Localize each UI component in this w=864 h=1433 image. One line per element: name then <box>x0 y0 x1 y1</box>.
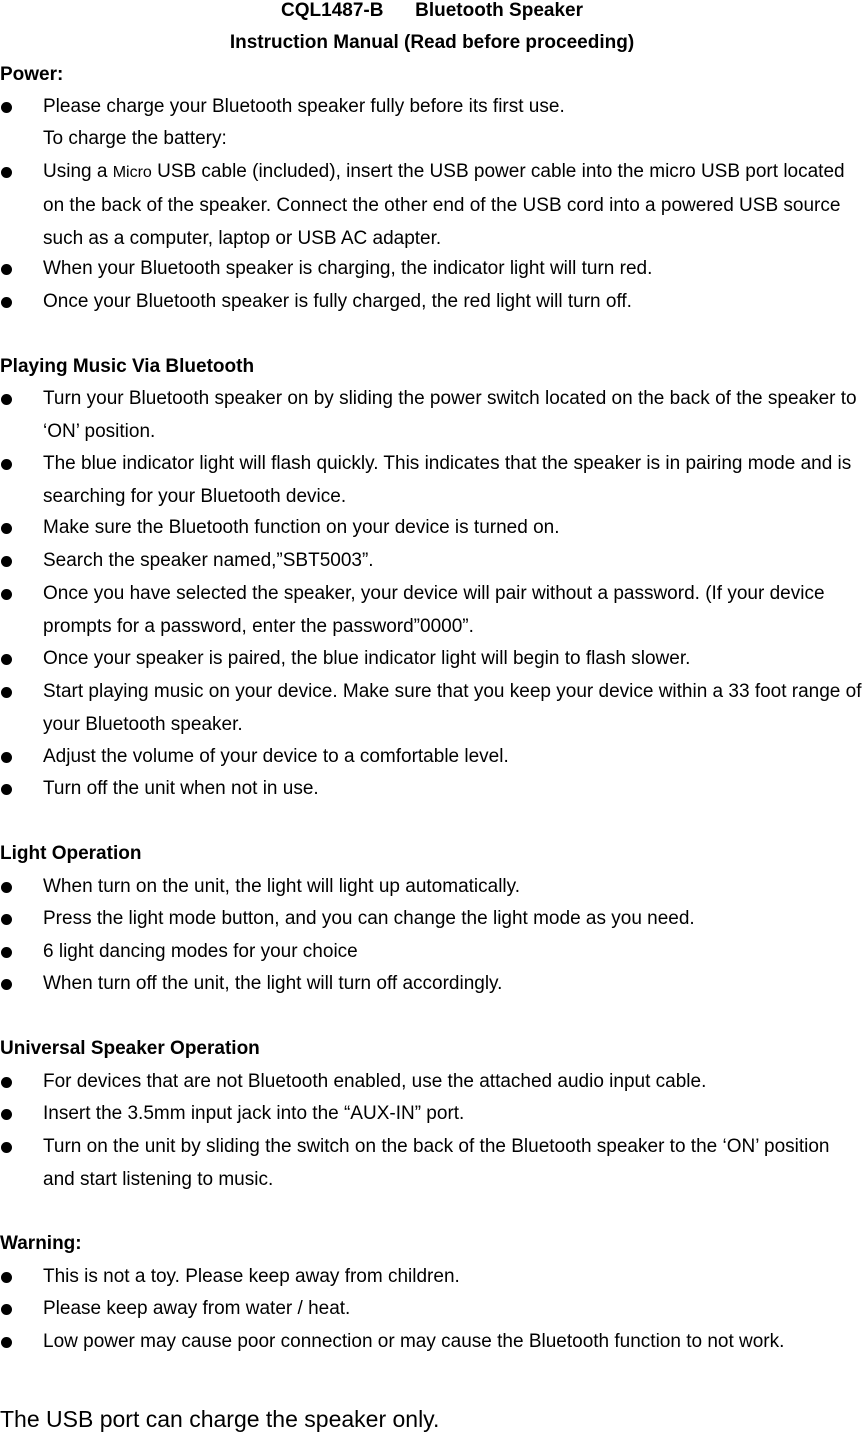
bullet-icon <box>1 914 12 925</box>
bullet-icon <box>1 556 12 567</box>
bullet-icon <box>1 264 12 275</box>
bullet-icon <box>1 523 12 534</box>
bullet-icon <box>1 1337 12 1348</box>
bullet-icon <box>1 167 12 178</box>
bullet-icon <box>1 1077 12 1088</box>
bullet-icon <box>1 1142 12 1153</box>
charge-subline: To charge the battery: <box>43 128 227 149</box>
list-item-text: The blue indicator light will flash quickly. This indicates that the speaker is in pairing mode and is searching for your Bluetooth device. <box>43 453 852 507</box>
list-item-text: Turn off the unit when not in use. <box>43 778 319 799</box>
document-title: CQL1487-B Bluetooth Speaker <box>281 0 583 21</box>
list-item-text: This is not a toy. Please keep away from children. <box>43 1266 460 1287</box>
bullet-icon <box>1 1272 12 1283</box>
bullet-icon <box>1 589 12 600</box>
bullet-icon <box>1 687 12 698</box>
bullet-icon <box>1 459 12 470</box>
list-item-text: When your Bluetooth speaker is charging, the indicator light will turn red. <box>43 258 653 279</box>
document-subtitle: Instruction Manual (Read before proceeding) <box>229 32 635 53</box>
list-item-text: Start playing music on your device. Make sure that you keep your device within a 33 foot range of your Bluetooth speaker. <box>43 681 862 735</box>
light-heading: Light Operation <box>0 843 142 864</box>
list-item-text: Once your Bluetooth speaker is fully charged, the red light will turn off. <box>43 291 632 312</box>
bullet-icon <box>1 1109 12 1120</box>
bullet-icon <box>1 752 12 763</box>
list-item-text: Once you have selected the speaker, your device will pair without a password. (If your device prompts for a password, enter the password”0000”. <box>43 583 825 637</box>
bullet-icon <box>1 947 12 958</box>
list-item-text: Please charge your Bluetooth speaker fully before its first use. <box>43 96 565 117</box>
bullet-icon <box>1 1304 12 1315</box>
list-item-text: Press the light mode button, and you can change the light mode as you need. <box>43 908 695 929</box>
list-item-text: Insert the 3.5mm input jack into the “AUX-IN” port. <box>43 1103 465 1124</box>
bullet-icon <box>1 654 12 665</box>
bullet-icon <box>1 882 12 893</box>
bullet-icon <box>1 784 12 795</box>
list-item-text: 6 light dancing modes for your choice <box>43 941 358 962</box>
list-item-text: Turn on the unit by sliding the switch on the back of the Bluetooth speaker to the ‘ON’ position and start listening to music. <box>43 1136 830 1190</box>
list-item-text: Low power may cause poor connection or may cause the Bluetooth function to not work. <box>43 1331 785 1352</box>
list-item-text: Make sure the Bluetooth function on your device is turned on. <box>43 517 560 538</box>
usb-note: The USB port can charge the speaker only. <box>0 1406 440 1432</box>
bullet-icon <box>1 979 12 990</box>
list-item-text: Once your speaker is paired, the blue indicator light will begin to flash slower. <box>43 648 691 669</box>
list-item-text: Search the speaker named,”SBT5003”. <box>43 550 374 571</box>
warning-heading: Warning: <box>0 1233 82 1254</box>
list-item-text: When turn off the unit, the light will turn off accordingly. <box>43 973 503 994</box>
micro-label: Micro <box>112 164 152 181</box>
bluetooth-heading: Playing Music Via Bluetooth <box>0 356 255 377</box>
bullet-icon <box>1 102 12 113</box>
list-item-text: Using a Micro USB cable (included), insert the USB power cable into the micro USB port located on the back of the speaker. Connect the other end of the USB cord into a powered USB source such as a computer, laptop or USB AC adapter. <box>43 161 845 249</box>
list-item-text: For devices that are not Bluetooth enabled, use the attached audio input cable. <box>43 1071 707 1092</box>
bullet-icon <box>1 297 12 308</box>
power-heading: Power: <box>0 64 64 85</box>
list-item-text: Adjust the volume of your device to a comfortable level. <box>43 746 509 767</box>
list-item-text: Please keep away from water / heat. <box>43 1298 351 1319</box>
list-item-text: Turn your Bluetooth speaker on by sliding the power switch located on the back of the speaker to ‘ON’ position. <box>43 388 857 442</box>
bullet-icon <box>1 394 12 405</box>
universal-heading: Universal Speaker Operation <box>0 1038 260 1059</box>
list-item-text: When turn on the unit, the light will light up automatically. <box>43 876 521 897</box>
